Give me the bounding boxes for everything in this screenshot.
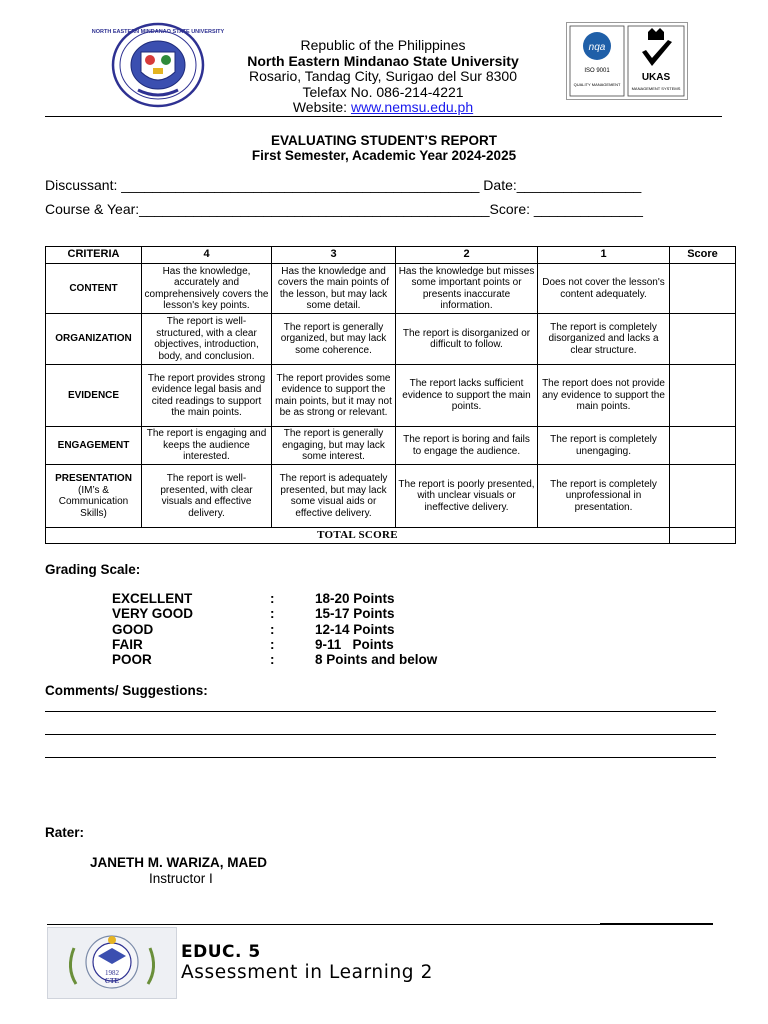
- descriptor-2: The report is boring and fails to engage the audience.: [396, 427, 538, 465]
- grade-level: POOR: [112, 652, 152, 667]
- comments-label: Comments/ Suggestions:: [45, 683, 208, 698]
- score-cell[interactable]: [670, 314, 736, 365]
- grade-level: EXCELLENT: [112, 591, 193, 606]
- descriptor-2: The report lacks sufficient evidence to support the main points.: [396, 365, 538, 427]
- grade-separator: :: [270, 622, 275, 637]
- descriptor-4: The report is engaging and keeps the audience interested.: [142, 427, 272, 465]
- header-criteria: CRITERIA: [46, 247, 142, 264]
- course-name: Assessment in Learning 2: [181, 962, 433, 983]
- grade-level: GOOD: [112, 622, 154, 637]
- grading-scale-label: Grading Scale:: [45, 562, 141, 577]
- descriptor-3: The report is adequately presented, but may lack some visual aids or effective delivery.: [272, 465, 396, 528]
- header-score: Score: [670, 247, 736, 264]
- criteria-cell: [46, 465, 142, 528]
- seal-text: NORTH EASTERN MINDANAO STATE UNIVERSITY: [91, 29, 225, 35]
- grade-separator: :: [270, 637, 275, 652]
- header-1: 1: [538, 247, 670, 264]
- discussant-date-field[interactable]: Discussant: ______________________________________________ Date:________________: [45, 177, 642, 193]
- logo-year: 1982: [105, 969, 119, 977]
- criteria-cell: EVIDENCE: [46, 365, 142, 427]
- rubric-row-evidence: [46, 365, 736, 427]
- university-telefax: Telefax No. 086-214-4221: [302, 83, 464, 100]
- college-logo: [47, 927, 177, 999]
- score-cell[interactable]: [670, 427, 736, 465]
- total-score-label: TOTAL SCORE: [46, 528, 670, 544]
- grade-points: 15-17 Points: [315, 606, 395, 621]
- criteria-sublabel: (IM’s & Communication Skills): [58, 484, 129, 519]
- grade-points: 9-11 Points: [315, 637, 394, 652]
- nqa-iso-badge: [570, 26, 624, 96]
- footer-divider-accent: [600, 923, 713, 925]
- rater-name: JANETH M. WARIZA, MAED: [90, 855, 267, 870]
- grade-points: 8 Points and below: [315, 652, 438, 667]
- descriptor-1: The report does not provide any evidence to support the main points.: [538, 365, 670, 427]
- ukas-badge: [628, 26, 684, 96]
- descriptor-4: The report provides strong evidence legal basis and cited readings to support the main points.: [142, 365, 272, 427]
- nqa-logo-text: nqa: [588, 42, 606, 53]
- header-2: 2: [396, 247, 538, 264]
- score-cell[interactable]: [670, 264, 736, 314]
- grading-level-row: [112, 637, 532, 653]
- criteria-label: PRESENTATION: [55, 473, 132, 484]
- grade-points: 12-14 Points: [315, 622, 395, 637]
- header-divider: [45, 116, 722, 117]
- grade-level: VERY GOOD: [112, 606, 194, 621]
- ukas-logo-text: UKAS: [641, 72, 671, 83]
- descriptor-3: The report is generally engaging, but may lack some interest.: [272, 427, 396, 465]
- rubric-row-organization: [46, 314, 736, 365]
- descriptor-1: The report is completely unengaging.: [538, 427, 670, 465]
- ukas-caption: MANAGEMENT SYSTEMS: [631, 86, 681, 91]
- university-seal-logo: [91, 22, 225, 108]
- criteria-cell: ORGANIZATION: [46, 314, 142, 365]
- rater-label: Rater:: [45, 825, 85, 840]
- rater-title: Instructor I: [149, 871, 213, 886]
- comment-line[interactable]: [45, 757, 716, 758]
- header-4: 4: [142, 247, 272, 264]
- descriptor-4: The report is well-structured, with a clear objectives, introduction, body, and conclusion.: [142, 314, 272, 365]
- grading-level-row: [112, 622, 532, 638]
- document-title: EVALUATING STUDENT’S REPORT: [270, 133, 497, 148]
- descriptor-3: Has the knowledge and covers the main points of the lesson, but may lack some detail.: [272, 264, 396, 314]
- grade-separator: :: [270, 591, 275, 606]
- header-country: Republic of the Philippines: [300, 37, 466, 53]
- grading-level-row: [112, 606, 532, 622]
- university-website-row: [210, 100, 556, 116]
- criteria-cell: CONTENT: [46, 264, 142, 314]
- descriptor-3: The report is generally organized, but may lack some coherence.: [272, 314, 396, 365]
- grading-level-row: [112, 652, 532, 668]
- descriptor-3: The report provides some evidence to support the main points, but it may not be as strong or relevant.: [272, 365, 396, 427]
- course-year-score-field[interactable]: Course & Year:_____________________________________________Score: ______________: [45, 201, 643, 217]
- score-cell[interactable]: [670, 365, 736, 427]
- website-label: Website:: [292, 99, 351, 115]
- grade-points: 18-20 Points: [315, 591, 395, 606]
- descriptor-2: Has the knowledge but misses some important points or presents inaccurate information.: [396, 264, 538, 314]
- nqa-caption: QUALITY MANAGEMENT: [573, 82, 621, 87]
- descriptor-1: Does not cover the lesson's content adequately.: [538, 264, 670, 314]
- total-score-cell[interactable]: [670, 528, 736, 544]
- logo-text: CTE: [104, 977, 120, 985]
- rubric-row-content: [46, 264, 736, 314]
- rubric-row-engagement: [46, 427, 736, 465]
- nqa-iso-text: ISO 9001: [584, 68, 610, 74]
- rubric-table: [45, 246, 736, 544]
- comment-line[interactable]: [45, 711, 716, 712]
- university-address: Rosario, Tandag City, Surigao del Sur 8300: [249, 68, 517, 84]
- website-link[interactable]: www.nemsu.edu.ph: [350, 99, 474, 115]
- grade-separator: :: [270, 606, 275, 621]
- descriptor-4: The report is well-presented, with clear visuals and effective delivery.: [142, 465, 272, 528]
- university-name: North Eastern Mindanao State University: [247, 52, 519, 69]
- university-header: [210, 38, 556, 116]
- criteria-cell: ENGAGEMENT: [46, 427, 142, 465]
- document-subtitle: First Semester, Academic Year 2024-2025: [251, 148, 517, 163]
- grade-separator: :: [270, 652, 275, 667]
- descriptor-1: The report is completely disorganized and lacks a clear structure.: [538, 314, 670, 365]
- course-code: EDUC. 5: [181, 942, 261, 962]
- descriptor-2: The report is poorly presented, with unclear visuals or ineffective delivery.: [396, 465, 538, 528]
- header-3: 3: [272, 247, 396, 264]
- descriptor-2: The report is disorganized or difficult to follow.: [396, 314, 538, 365]
- grade-level: FAIR: [112, 637, 143, 652]
- total-score-row: [46, 528, 736, 544]
- descriptor-4: Has the knowledge, accurately and comprehensively covers the lesson's key points.: [142, 264, 272, 314]
- descriptor-1: The report is completely unprofessional in presentation.: [538, 465, 670, 528]
- comment-line[interactable]: [45, 734, 716, 735]
- rubric-header-row: [46, 247, 736, 264]
- rubric-row-presentation: [46, 465, 736, 528]
- certification-badges: [566, 22, 688, 100]
- score-cell[interactable]: [670, 465, 736, 528]
- grading-level-row: [112, 591, 532, 607]
